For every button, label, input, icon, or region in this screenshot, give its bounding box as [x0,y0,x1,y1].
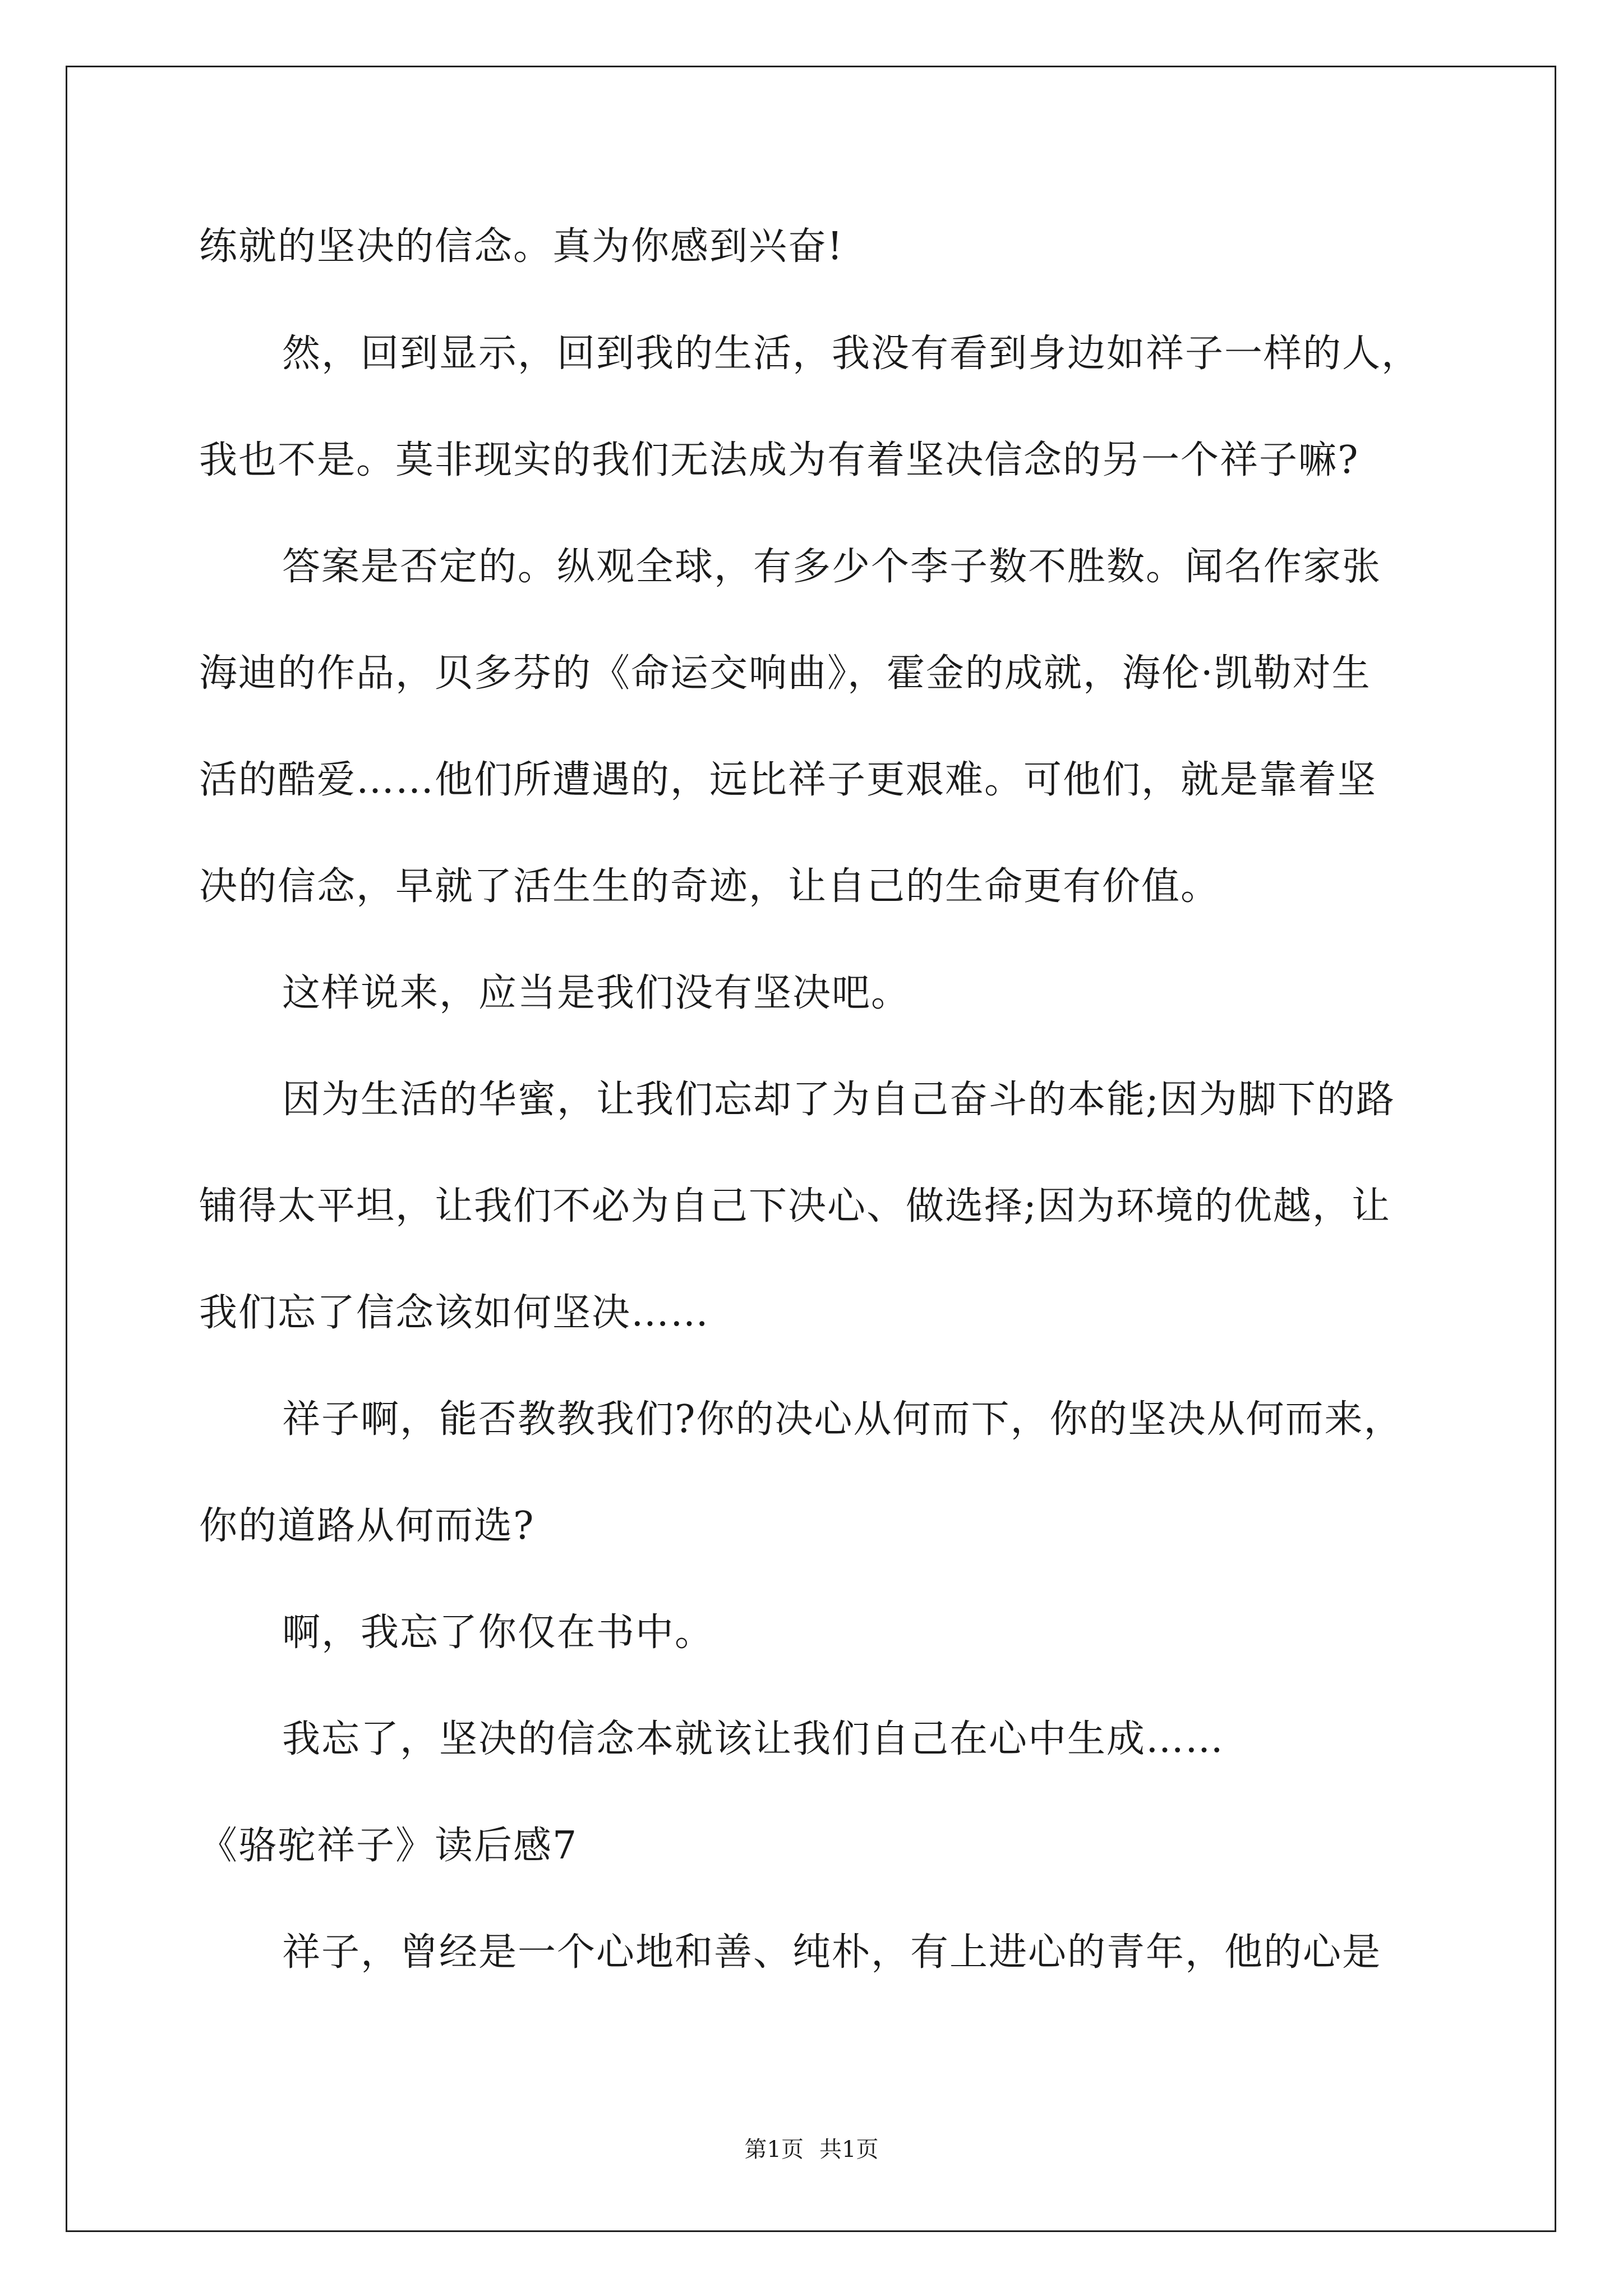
text-line: 我也不是。莫非现实的我们无法成为有着坚决信念的另一个祥子嘛? [199,438,1359,482]
text-line: 活的酷爱……他们所遭遇的，远比祥子更艰难。可他们，就是靠着坚 [199,758,1377,802]
page-frame [66,66,1556,2232]
text-line: 啊，我忘了你仅在书中。 [282,1611,714,1655]
text-line: 我忘了，坚决的信念本就该让我们自己在心中生成…… [282,1717,1225,1761]
section-heading: 《骆驼祥子》读后感7 [199,1824,578,1868]
text-line: 决的信念，早就了活生生的奇迹，让自己的生命更有价值。 [199,864,1220,909]
text-line: 因为生活的华蜜，让我们忘却了为自己奋斗的本能;因为脚下的路 [282,1078,1395,1122]
text-line: 我们忘了信念该如何坚决…… [199,1291,710,1335]
page-number: 第1页 [744,2137,804,2162]
text-line: 铺得太平坦，让我们不必为自己下决心、做选择;因为环境的优越，让 [199,1184,1391,1228]
text-line: 祥子，曾经是一个心地和善、纯朴，有上进心的青年，他的心是 [282,1930,1382,1975]
text-line: 练就的坚决的信念。真为你感到兴奋! [199,224,844,269]
text-line: 答案是否定的。纵观全球，有多少个李子数不胜数。闻名作家张 [282,545,1382,589]
text-line: 你的道路从何而选? [199,1504,535,1548]
text-line: 然，回到显示，回到我的生活，我没有看到身边如祥子一样的人， [282,332,1421,376]
text-line: 这样说来，应当是我们没有坚决吧。 [282,971,911,1015]
page-total: 共1页 [819,2137,879,2162]
text-line: 祥子啊，能否教教我们?你的决心从何而下，你的坚决从何而来， [282,1397,1403,1442]
text-line: 海迪的作品，贝多芬的《命运交响曲》，霍金的成就，海伦·凯勒对生 [199,651,1371,696]
page-footer [0,2132,1623,2164]
